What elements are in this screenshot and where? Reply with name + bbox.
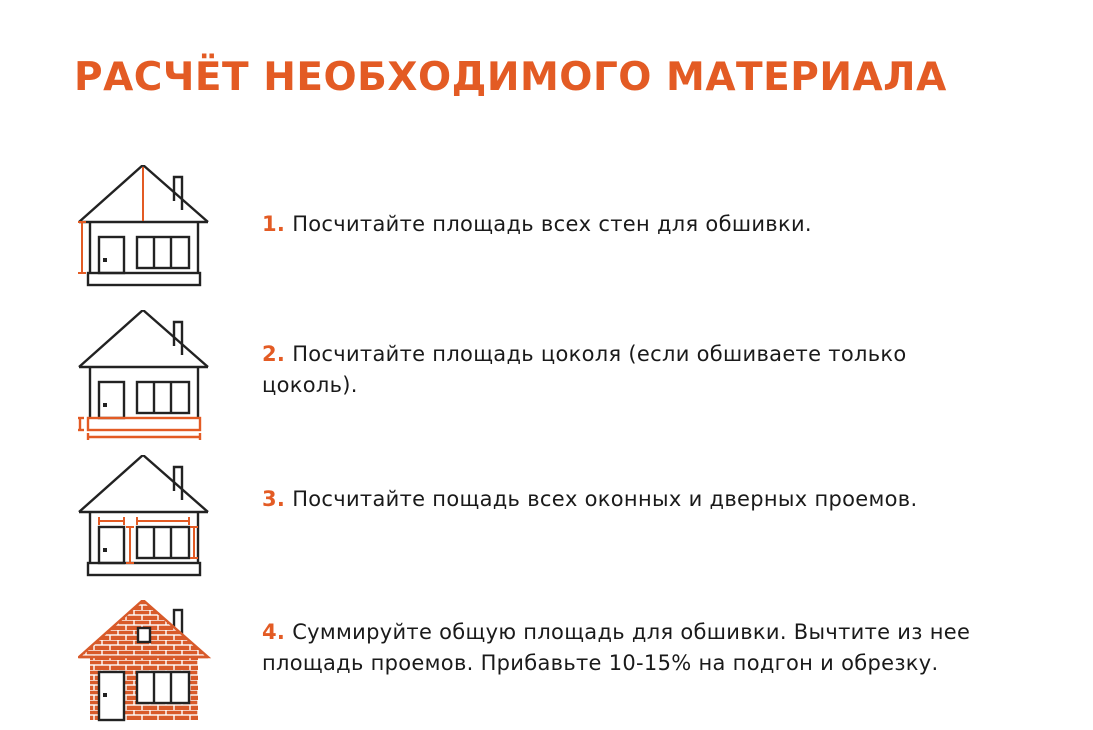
step-1 [78,165,1038,295]
step-number: 2. [262,342,286,366]
step-3 [78,455,1038,585]
brick-house-icon [78,600,212,730]
step-text: Посчитайте площадь всех стен для обшивки. [292,212,812,236]
step-text: Посчитайте пощадь всех оконных и дверных проемов. [292,487,918,511]
step-4 [78,600,1038,730]
step-number: 3. [262,487,286,511]
step-number: 4. [262,620,286,644]
step-2 [78,310,1038,440]
house-openings-measure-icon [78,455,212,585]
page-title: РАСЧЁТ НЕОБХОДИМОГО МАТЕРИАЛА [74,55,947,100]
step-text: Суммируйте общую площадь для обшивки. Вычтите из нее площадь проемов. Прибавьте 10-15% на подгон и обрезку. [262,620,971,675]
step-text: Посчитайте площадь цоколя (если обшиваете только цоколь). [262,342,907,397]
step-number: 1. [262,212,286,236]
house-walls-measure-icon [78,165,212,295]
house-plinth-measure-icon [78,310,212,440]
